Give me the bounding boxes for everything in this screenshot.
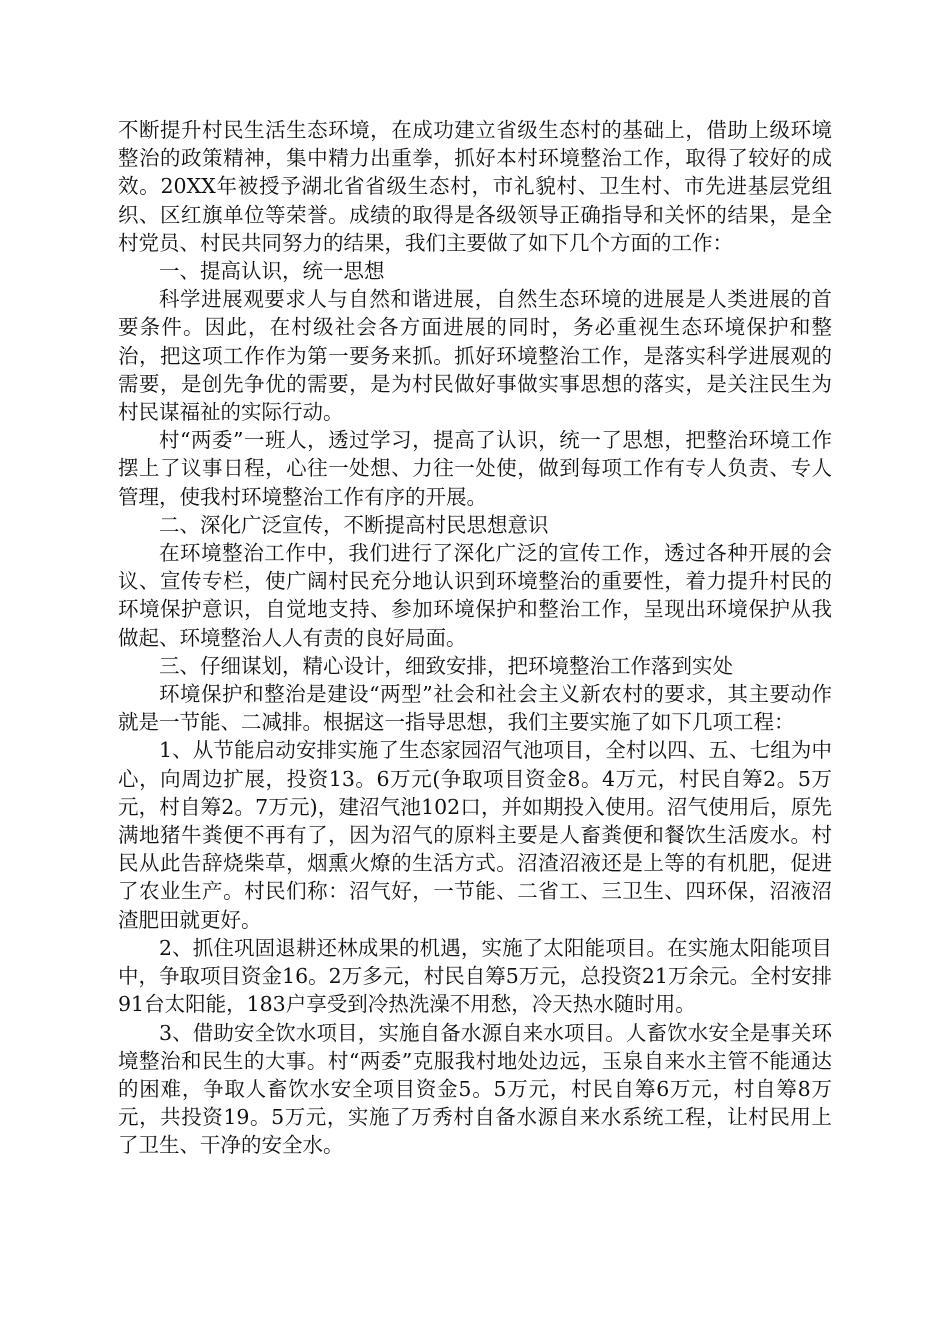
body-paragraph: 环境保护和整治是建设“两型”社会和社会主义新农村的要求，其主要动作就是一节能、二减排。根据这一指导思想，我们主要实施了如下几项工程： xyxy=(118,682,832,735)
section-heading-1: 一、提高认识，统一思想 xyxy=(159,259,385,284)
section-heading-3: 三、仔细谋划，精心设计，细致安排，把环境整治工作落到实处 xyxy=(159,653,733,678)
intro-paragraph: 不断提升村民生活生态环境，在成功建立省级生态村的基础上，借助上级环境整治的政策精神，集中精力出重拳，抓好本村环境整治工作，取得了较好的成效。20XX年被授予湖北省省级生态村，市礼貌村、卫生村、市先进基层党组织、区红旗单位等荣誉。成绩的取得是各级领导正确指导和关怀的结果，是全村党员、村民共同努力的结果，我们主要做了如下几个方面的工作： xyxy=(118,118,832,255)
body-paragraph: 村“两委”一班人，透过学习，提高了认识，统一了思想，把整治环境工作摆上了议事日程，心往一处想、力往一处使，做到每项工作有专人负责、专人管理，使我村环境整治工作有序的开展。 xyxy=(118,428,832,509)
body-paragraph: 科学进展观要求人与自然和谐进展，自然生态环境的进展是人类进展的首要条件。因此，在村级社会各方面进展的同时，务必重视生态环境保护和整治，把这项工作作为第一要务来抓。抓好环境整治工作，是落实科学进展观的需要，是创先争优的需要，是为村民做好事做实事思想的落实，是关注民生为村民谋福祉的实际行动。 xyxy=(118,287,832,425)
list-item-3: 3、借助安全饮水项目，实施自备水源自来水项目。人畜饮水安全是事关环境整治和民生的大事。村“两委”克服我村地处边远，玉泉自来水主管不能通达的困难，争取人畜饮水安全项目资金5。5万元，村民自筹6万元，村自筹8万元，共投资19。5万元，实施了万秀村自备水源自来水系统工程，让村民用上了卫生、干净的安全水。 xyxy=(118,1020,832,1158)
document-body xyxy=(118,116,832,1160)
list-item-2: 2、抓住巩固退耕还林成果的机遇，实施了太阳能项目。在实施太阳能项目中，争取项目资金16。2万多元，村民自筹5万元，总投资21万余元。全村安排91台太阳能，183户享受到冷热洗澡不用愁，冷天热水随时用。 xyxy=(118,935,832,1017)
body-paragraph: 在环境整治工作中，我们进行了深化广泛的宣传工作，透过各种开展的会议、宣传专栏，使广阔村民充分地认识到环境整治的重要性，着力提升村民的环境保护意识，自觉地支持、参加环境保护和整治工作，呈现出环境保护从我做起、环境整治人人有责的良好局面。 xyxy=(118,541,832,650)
section-heading-2: 二、深化广泛宣传，不断提高村民思想意识 xyxy=(159,512,549,537)
list-item-1: 1、从节能启动安排实施了生态家园沼气池项目，全村以四、五、七组为中心，向周边扩展，投资13。6万元(争取项目资金8。4万元，村民自筹2。5万元，村自筹2。7万元)，建沼气池102口，并如期投入使用。沼气使用后，原先满地猪牛粪便不再有了，因为沼气的原料主要是人畜粪便和餐饮生活废水。村民从此告辞烧柴草，烟熏火燎的生活方式。沼渣沼液还是上等的有机肥，促进了农业生产。村民们称：沼气好，一节能、二省工、三卫生、四环保，沼液沼渣肥田就更好。 xyxy=(118,738,832,932)
